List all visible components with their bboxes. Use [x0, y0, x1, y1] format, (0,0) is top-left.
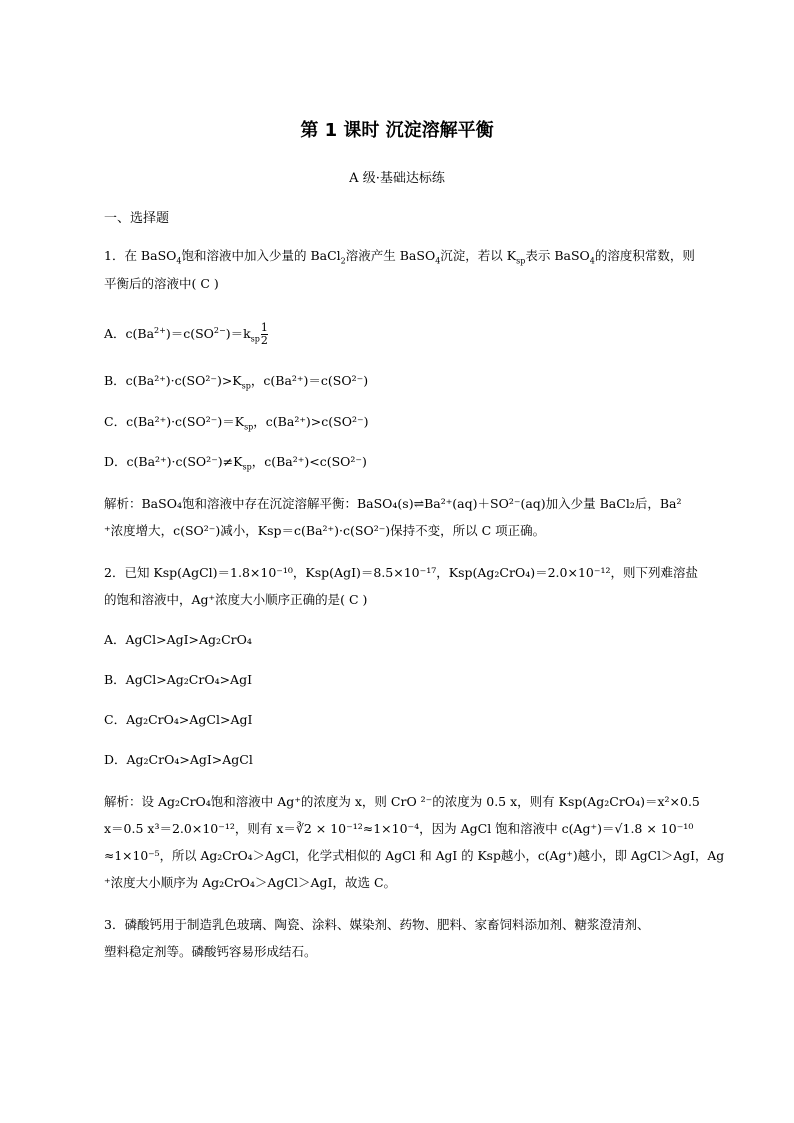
q1-analysis-line2: ⁺浓度增大，c(SO²⁻)减小，Ksp＝c(Ba²⁺)·c(SO²⁻)保持不变，所以 C 项正确。 [104, 523, 546, 538]
page-subtitle: A 级·基础达标练 [349, 171, 445, 186]
q1-analysis-line1: 解析：BaSO₄饱和溶液中存在沉淀溶解平衡：BaSO₄(s)⇌Ba²⁺(aq)＋SO²⁻(aq)加入少量 BaCl₂后，Ba² [104, 496, 682, 511]
q2-stem-line2: 的饱和溶液中，Ag⁺浓度大小顺序正确的是( C ) [104, 592, 368, 607]
q2-analysis-line1: 解析：设 Ag₂CrO₄饱和溶液中 Ag⁺的浓度为 x，则 CrO ²⁻的浓度为 0.5 x，则有 Ksp(Ag₂CrO₄)＝x²×0.5 [104, 794, 700, 809]
q2-stem-line1: 2．已知 Ksp(AgCl)＝1.8×10⁻¹⁰，Ksp(AgI)＝8.5×10⁻¹⁷，Ksp(Ag₂CrO₄)＝2.0×10⁻¹²，则下列难溶盐 [104, 565, 698, 580]
q2-analysis-line4: ⁺浓度大小顺序为 Ag₂CrO₄＞AgCl＞AgI，故选 C。 [104, 875, 397, 890]
q2-option-a: A．AgCl>AgI>Ag₂CrO₄ [104, 632, 252, 647]
q1-number: 1 [104, 248, 112, 263]
q2-option-d: D．Ag₂CrO₄>AgI>AgCl [104, 752, 253, 767]
q1-stem-line1: 1．在 BaSO$_4$饱和溶液中加入少量的 BaCl$_2$溶液产生 BaSO$_4$沉淀，若以 $K_{sp}$表示 BaSO$_4$的溶度积常数，则 [104, 248, 695, 266]
q3-stem-line1: 3．磷酸钙用于制造乳色玻璃、陶瓷、涂料、媒染剂、药物、肥料、家畜饲料添加剂、糖浆澄清剂、 [104, 917, 650, 932]
q1-option-c: C．$c(Ba^{2+})\cdot c(SO^{2-})=K_{sp}$，c(Ba²⁺)>c(SO²⁻) [104, 414, 369, 432]
q1-option-b: B．$c(Ba^{2+})\cdot c(SO^{2-})>K_{sp}$，c(Ba²⁺)＝c(SO²⁻) [104, 373, 369, 391]
q1-stem-line2: 平衡后的溶液中( C ) [104, 276, 219, 291]
page-title: 第 1 课时 沉淀溶解平衡 [300, 120, 494, 141]
fraction: $\frac{1}{2}$ [260, 321, 268, 347]
q3-stem-line2: 塑料稳定剂等。磷酸钙容易形成结石。 [104, 944, 317, 959]
q2-option-b: B．AgCl>Ag₂CrO₄>AgI [104, 672, 253, 687]
q2-analysis-line3: ≈1×10⁻⁵，所以 Ag₂CrO₄＞AgCl，化学式相似的 AgCl 和 AgI 的 Ksp越小，c(Ag⁺)越小，即 AgCl＞AgI，Ag [104, 848, 725, 863]
q1-option-a: A．$c(Ba^{2+})=c(SO^{2-})=k_{sp}$ $\frac{1}{2}$ [104, 321, 268, 347]
q1-option-d: D．$c(Ba^{2+})\cdot c(SO^{2-})\ne K_{sp}$，c(Ba²⁺)<c(SO²⁻) [104, 454, 367, 472]
q2-option-c: C．Ag₂CrO₄>AgCl>AgI [104, 712, 253, 727]
section-heading: 一、选择题 [104, 211, 170, 226]
q2-analysis-line2: x＝0.5 x³＝2.0×10⁻¹²，则有 x＝∛2 × 10⁻¹²≈1×10⁻⁴，因为 AgCl 饱和溶液中 c(Ag⁺)＝√1.8 × 10⁻¹⁰ [104, 821, 694, 836]
